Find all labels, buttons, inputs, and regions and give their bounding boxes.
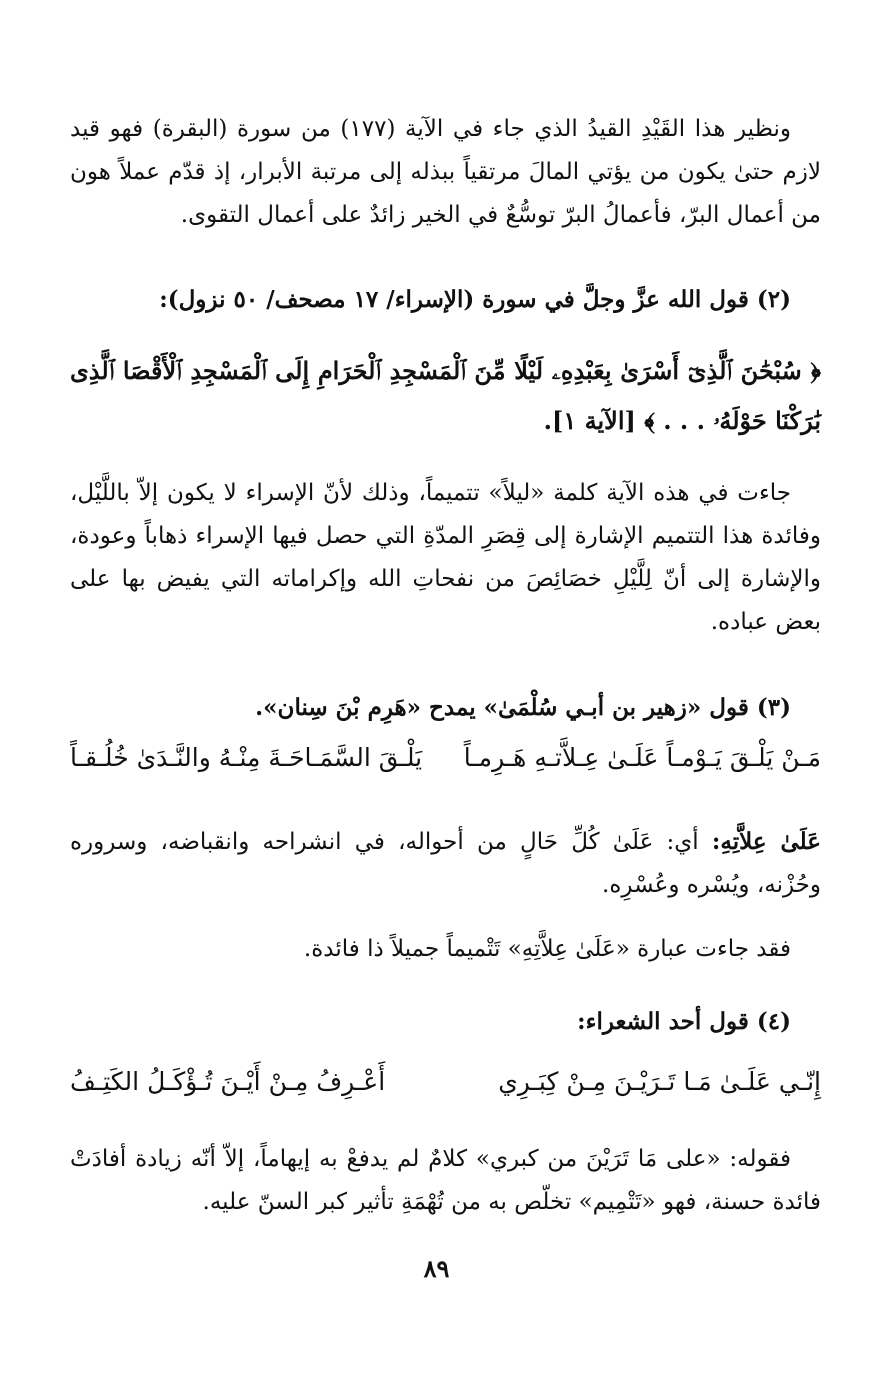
gloss-paragraph (70, 820, 821, 907)
gloss-term: عَلَىٰ عِلاَّتِهِ: (711, 828, 821, 855)
item-2-heading: (٢) قول الله عزَّ وجلَّ في سورة (الإسراء/ ١٧ مصحف/ ٥٠ نزول): (159, 286, 791, 313)
gloss-text: أي: عَلَىٰ كُلِّ حَالٍ من أحواله، في انشراحه وانقباضه، وسروره وحُزْنه، ويُسْره وعُسْرِه. (70, 829, 821, 898)
paragraph-2: جاءت في هذه الآية كلمة «ليلاً» تتميماً، وذلك لأنّ الإسراء لا يكون إلاّ باللَّيْل، وفائدة هذا التتميم الإشارة إلى قِصَرِ المدّةِ التي حصل فيها الإسراء ذهاباً وعودة، والإشارة إلى أنّ لِلَّيْلِ خصَائِصَ من نفحاتِ الله وإكراماته التي يفيض بها على بعض عباده. (70, 480, 821, 635)
paragraph-3: فقد جاءت عبارة «عَلَىٰ عِلاَّتِهِ» تَتْميماً جميلاً ذا فائدة. (303, 936, 791, 962)
paragraph-1: ونظير هذا القَيْدِ القيدُ الذي جاء في الآية (١٧٧) من سورة (البقرة) فهو قيد لازم حتىٰ يكون من يؤتي المالَ مرتقياً ببذله إلى مرتبة الأبرار، إذ قدّم عملاً هون من أعمال البرّ، فأعمالُ البرّ توسُّعٌ في الخير زائدٌ على أعمال التقوى. (70, 116, 821, 228)
poem-verse-1-first-hemistich: مَـنْ يَلْـقَ يَـوْمـاً عَلَـىٰ عِـلاَّتـهِ هَـرِمـاً (463, 743, 821, 772)
quran-verse: ﴿ سُبْحَٰنَ ٱلَّذِىٓ أَسْرَىٰ بِعَبْدِهِۦ لَيْلًا مِّنَ ٱلْمَسْجِدِ ٱلْحَرَامِ إِلَى ٱلْمَسْجِدِ ٱلْأَقْصَا ٱلَّذِى بَٰرَكْنَا حَوْلَهُۥ . . . ﴾ [الآية ١]. (70, 356, 821, 435)
poem-verse-1-second-hemistich: يَلْـقَ السَّمَـاحَـةَ مِنْـهُ والنَّـدَىٰ خُلُـقـاً (70, 743, 423, 772)
poem-verse-2-second-hemistich: أَعْـرِفُ مِـنْ أَيْـنَ تُـؤْكَـلُ الكَتِـفُ (70, 1067, 386, 1096)
item-4-heading: (٤) قول أحد الشعراء: (577, 1008, 791, 1035)
paragraph-4: فقوله: «على مَا تَرَيْنَ من كبري» كلامٌ لم يدفعْ به إيهاماً، إلاّ أنّه زيادة أفادَتْ فائدة حسنة، فهو «تَتْمِيم» تخلّص به من تُهْمَةِ تأثير كبر السنّ عليه. (70, 1146, 821, 1215)
page-number: ٨٩ (423, 1254, 450, 1283)
poem-verse-2 (70, 1060, 821, 1104)
poem-verse-2-first-hemistich: إِنّـي عَلَـىٰ مَـا تَـرَيْـنَ مِـنْ كِبَـرِي (498, 1067, 821, 1096)
poem-verse-1 (70, 736, 821, 780)
item-3-heading: (٣) قول «زهير بن أبـي سُلْمَىٰ» يمدح «هَرِم بْنَ سِنان». (255, 694, 791, 721)
